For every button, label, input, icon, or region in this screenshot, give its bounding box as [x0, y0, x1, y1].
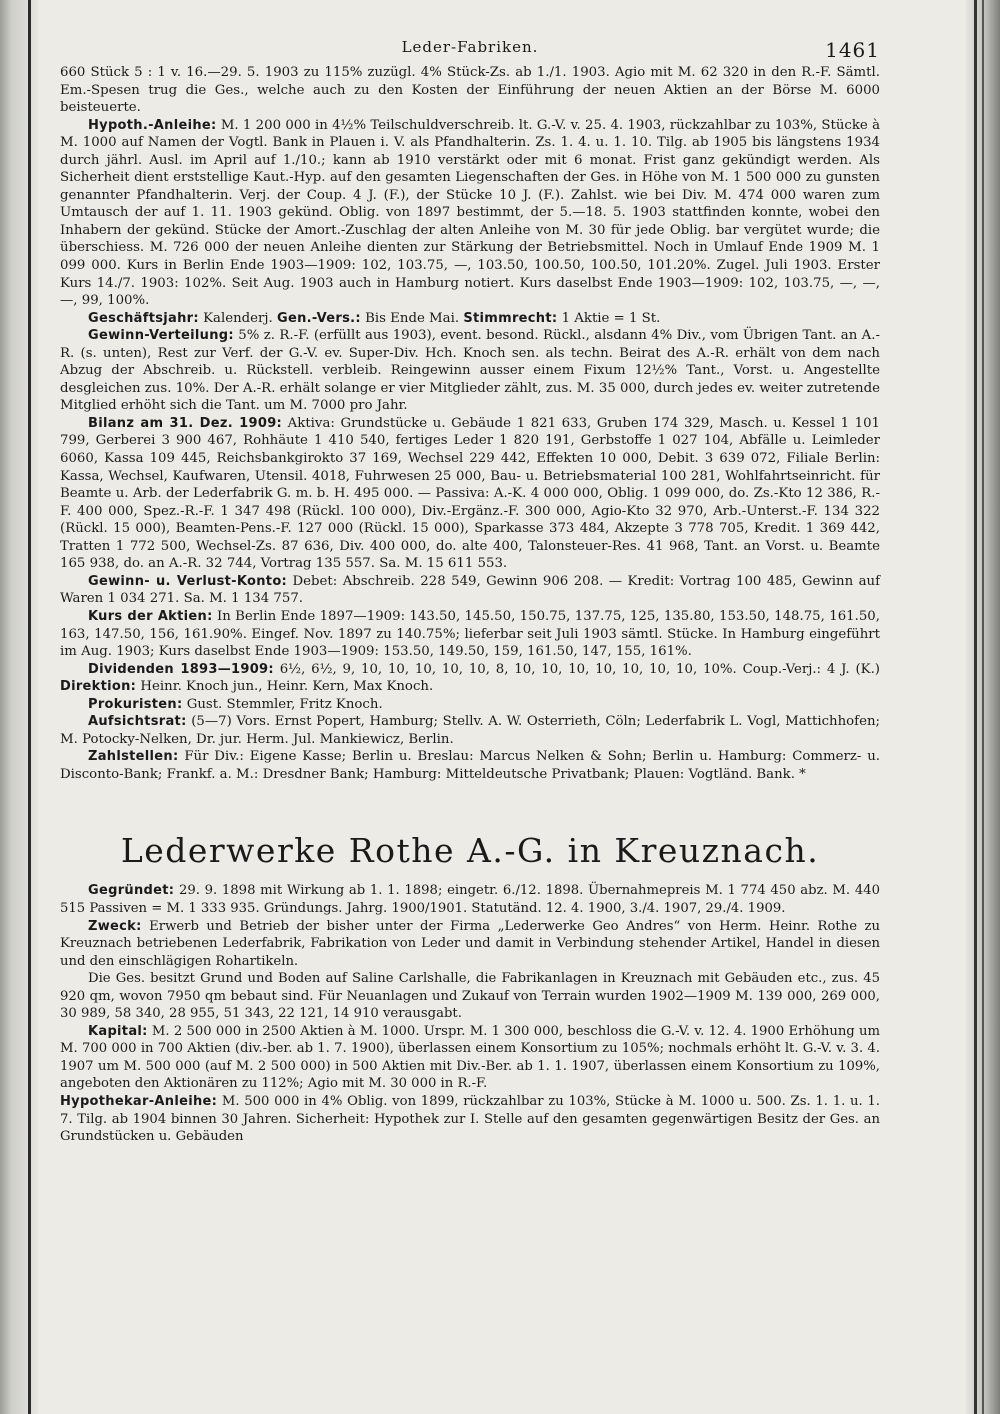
page-title: Leder-Fabriken.: [401, 38, 539, 56]
paragraph-hypothek: [60, 117, 880, 310]
label-bilanz: Bilanz am 31. Dez. 1909:: [88, 415, 283, 431]
paragraph-zweck: [60, 918, 880, 971]
label-aufsichtsrat: Aufsichtsrat:: [88, 714, 187, 730]
paragraph-dividenden: [60, 661, 880, 696]
label-zahlstellen: Zahlstellen:: [88, 749, 179, 765]
label-kapital: Kapital:: [88, 1023, 148, 1039]
paragraph-gewinn-verlust: [60, 573, 880, 608]
text-prokuristen: Gust. Stemmler, Fritz Knoch.: [186, 696, 383, 712]
paragraph-bilanz: [60, 415, 880, 573]
page-number: 1461: [825, 38, 880, 62]
paragraph-geschaeftsjahr: [60, 310, 880, 328]
paragraph-zweck-cont: Die Ges. besitzt Grund und Boden auf Saline Carlshalle, die Fabrikanlagen in Kreuznach mit Gebäuden etc., zus. 45 920 qm, wovon 7950 qm bebaut sind. Für Neuanlagen und Zukauf von Terrain wurden 1902—1909 M. 139 000, 269 000, 30 989, 58 340, 28 955, 51 343, 22 121, 14 910 verausgabt.: [60, 971, 880, 1022]
text-stimmrecht: 1 Aktie = 1 St.: [561, 310, 661, 326]
label-gewinn-verteilung: Gewinn-Verteilung:: [88, 328, 234, 344]
text-gegruendet: 29. 9. 1898 mit Wirkung ab 1. 1. 1898; eingetr. 6./12. 1898. Übernahmepreis M. 1 774 450 abz. M. 440 515 Passiven = M. 1 333 935. Gründungs. Jahrg. 1900/1901. Statutänd. 12. 4. 1900, 3./4. 1907, 29./4. 1909.: [60, 883, 880, 916]
paragraph-prokuristen: [60, 696, 880, 714]
label-hypothek: Hypoth.-Anleihe:: [88, 117, 217, 133]
label-zweck: Zweck:: [88, 918, 142, 934]
paragraph-kapital: [60, 1023, 880, 1093]
label-kurs: Kurs der Aktien:: [88, 608, 213, 624]
section-lederwerke-rothe: [60, 831, 880, 1145]
paragraph-aufsichtsrat: [60, 713, 880, 748]
label-direktion: Direktion:: [60, 679, 137, 695]
paragraph-kurs: [60, 608, 880, 661]
section-leder-fabrik-cont: [60, 64, 880, 783]
label-geschaeftsjahr: Geschäftsjahr:: [88, 310, 199, 326]
company-title: Lederwerke Rothe A.-G. in Kreuznach.: [120, 831, 820, 871]
text-gen-vers: Bis Ende Mai.: [365, 310, 460, 326]
running-head: [60, 30, 880, 64]
text-dividenden: 6½, 6½, 9, 10, 10, 10, 10, 10, 8, 10, 10, 10, 10, 10, 10, 10, 10%. Coup.-Verj.: 4 J. (K.): [279, 661, 880, 677]
label-gewinn-verlust: Gewinn- u. Verlust-Konto:: [88, 573, 288, 589]
label-prokuristen: Prokuristen:: [88, 696, 183, 712]
paragraph-intro: 660 Stück 5 : 1 v. 16.—29. 5. 1903 zu 115% zuzügl. 4% Stück-Zs. ab 1./1. 1903. Agio mit M. 62 320 in den R.-F. Sämtl. Em.-Spesen trug die Ges., welche auch zu den Kosten der Einführung der neuen Aktien an der Börse M. 6000 beisteuerte.: [60, 65, 880, 116]
label-hypothekar: Hypothekar-Anleihe:: [60, 1093, 218, 1109]
label-stimmrecht: Stimmrecht:: [463, 310, 558, 326]
page: [60, 30, 880, 1146]
text-direktion: Heinr. Knoch jun., Heinr. Kern, Max Knoch.: [140, 679, 434, 695]
text-kurs: In Berlin Ende 1897—1909: 143.50, 145.50, 150.75, 137.75, 125, 135.80, 153.50, 148.75, 161.50, 163, 147.50, 156, 161.90%. Eingef. Nov. 1897 zu 140.75%; lieferbar seit Juli 1903 sämtl. Stücke. In Hamburg eingeführt im Aug. 1903; Kurs daselbst Ende 1903—1909: 153.50, 149.50, 159, 161.50, 147, 155, 161%.: [60, 608, 880, 660]
text-zahlstellen: Für Div.: Eigene Kasse; Berlin u. Breslau: Marcus Nelken & Sohn; Berlin u. Hamburg: Commerz- u. Disconto-Bank; Frankf. a. M.: Dresdner Bank; Hamburg: Mitteldeutsche Privatbank; Plauen: Vogtländ. Bank. *: [60, 749, 880, 782]
label-dividenden: Dividenden 1893—1909:: [88, 661, 274, 677]
text-aufsichtsrat: (5—7) Vors. Ernst Popert, Hamburg; Stellv. A. W. Osterrieth, Cöln; Lederfabrik L. Vogl, Mattichhofen; M. Potocky-Nelken, Dr. jur. Herm. Jul. Mankiewicz, Berlin.: [60, 714, 880, 747]
text-hypothekar: M. 500 000 in 4% Oblig. von 1899, rückzahlbar zu 103%, Stücke à M. 1000 u. 500. Zs. 1. 1. u. 1. 7. Tilg. ab 1904 binnen 30 Jahren. Sicherheit: Hypothek zur I. Stelle auf den gesamten gegenwärtigen Besitz der Ges. an Grundstücken u. Gebäuden: [60, 1093, 880, 1145]
paragraph-gegruendet: [60, 882, 880, 917]
text-bilanz: Aktiva: Grundstücke u. Gebäude 1 821 633, Gruben 174 329, Masch. u. Kessel 1 101 799, Gerberei 3 900 467, Rohhäute 1 410 540, fertiges Leder 1 820 191, Gerbstoffe 1 027 104, Abfälle u. Leimleder 6060, Kassa 109 445, Reichsbankgirokto 37 169, Wechsel 229 442, Effekten 10 000, Debit. 3 639 072, Filiale Berlin: Kassa, Wechsel, Kaufwaren, Utensil. 4018, Fuhrwesen 25 000, Bau- u. Betriebsmaterial 100 281, Wohlfahrtseinricht. für Beamte u. Arb. der Lederfabrik G. m. b. H. 495 000. — Passiva: A.-K. 4 000 000, Oblig. 1 099 000, do. Zs.-Kto 12 386, R.-F. 400 000, Spez.-R.-F. 1 347 498 (Rückl. 100 000), Div.-Ergänz.-F. 300 000, Agio-Kto 32 970, Arb.-Unterst.-F. 134 322 (Rückl. 15 000), Beamten-Pens.-F. 127 000 (Rückl. 15 000), Sparkasse 373 484, Akzepte 3 778 705, Kredit. 1 369 442, Tratten 1 772 500, Wechsel-Zs. 87 636, Div. 400 000, do. alte 400, Talonsteuer-Res. 41 968, Tant. an Vorst. u. Beamte 165 938, do. an A.-R. 32 744, Vortrag 135 557. Sa. M. 15 611 553.: [60, 415, 881, 572]
text-gewinn-verlust: Debet: Abschreib. 228 549, Gewinn 906 208. — Kredit: Vortrag 100 485, Gewinn auf Waren 1 034 271. Sa. M. 1 134 757.: [60, 573, 880, 607]
paragraph-gewinn-verteilung: [60, 327, 880, 415]
text-kapital: M. 2 500 000 in 2500 Aktien à M. 1000. Urspr. M. 1 300 000, beschloss die G.-V. v. 12. 4. 1900 Erhöhung um M. 700 000 in 700 Aktien (div.-ber. ab 1. 7. 1900), überlassen einem Konsortium zu 105%; nochmals erhöht lt. G.-V. v. 3. 4. 1907 um M. 500 000 (auf M. 2 500 000) in 500 Aktien mit Div.-Ber. ab 1. 1. 1907, überlassen einem Konsortium zu 109%, angeboten den Aktionären zu 112%; Agio mit M. 30 000 in R.-F.: [60, 1023, 880, 1092]
label-gegruendet: Gegründet:: [88, 883, 175, 899]
text-hypothek: M. 1 200 000 in 4½% Teilschuldverschreib. lt. G.-V. v. 25. 4. 1903, rückzahlbar zu 103%, Stücke à M. 1000 auf Namen der Vogtl. Bank in Plauen i. V. als Pfandhalterin. Zs. 1. 4. u. 1. 10. Tilg. ab 1905 bis längstens 1934 durch jährl. Ausl. im April auf 1./10.; kann ab 1910 verstärkt oder mit 6 monat. Frist ganz gekündigt werden. Als Sicherheit dient erststellige Kaut.-Hyp. auf den gesamten Liegenschaften der Ges. in Höhe von M. 1 500 000 zu gunsten genannter Pfandhalterin. Verj. der Coup. 4 J. (F.), der Stücke 10 J. (F.). Zahlst. wie bei Div. M. 474 000 waren zum Umtausch der auf 1. 11. 1903 gekünd. Oblig. von 1897 bestimmt, der 5.—18. 5. 1903 stattfinden konnte, wobei den Inhabern der gekünd. Stücke der Amort.-Zuschlag der alten Anleihe von M. 30 für jede Oblig. bar vergütet wurde; die überschiess. M. 726 000 der neuen Anleihe dienten zur Stärkung der Betriebsmittel. Noch in Umlauf Ende 1909 M. 1 099 000. Kurs in Berlin Ende 1903—1909: 102, 103.75, —, 103.50, 100.50, 100.50, 101.20%. Zugel. Juli 1903. Erster Kurs 14./7. 1903: 102%. Seit Aug. 1903 auch in Hamburg notiert. Kurs daselbst Ende 1903—1909: 102, 103.75, —, —, —, 99, 100%.: [60, 117, 881, 309]
text-gewinn-verteilung: 5% z. R.-F. (erfüllt aus 1903), event. besond. Rückl., alsdann 4% Div., vom Übrigen Tant. an A.-R. (s. unten), Rest zur Verf. der G.-V. ev. Super-Div. Hch. Knoch sen. als techn. Beirat des A.-R. erhält von dem nach Abzug der Abschreib. u. Rückstell. verbleib. Reingewinn ausser einem Fixum 12½% Tant., Vorst. u. Angestellte desgleichen zus. 10%. Der A.-R. erhält solange er vier Mitglieder zählt, zus. M. 35 000, durch jedes ev. weiter zutretende Mitglied erhöht sich die Tant. um M. 7000 pro Jahr.: [60, 328, 880, 414]
left-binding-edge: [0, 0, 38, 1414]
paragraph-hypothekar: [60, 1093, 880, 1146]
text-geschaeftsjahr: Kalenderj.: [203, 310, 273, 326]
paragraph-zahlstellen: [60, 748, 880, 783]
right-binding-edge: [966, 0, 1000, 1414]
label-gen-vers: Gen.-Vers.:: [276, 310, 361, 326]
text-zweck: Erwerb und Betrieb der bisher unter der Firma „Lederwerke Geo Andres“ von Herm. Heinr. Rothe zu Kreuznach betriebenen Lederfabrik, Fabrikation von Leder und damit in Verbindung stehender Artikel, Handel in diesen und den einschlägigen Rohartikeln.: [60, 918, 880, 969]
